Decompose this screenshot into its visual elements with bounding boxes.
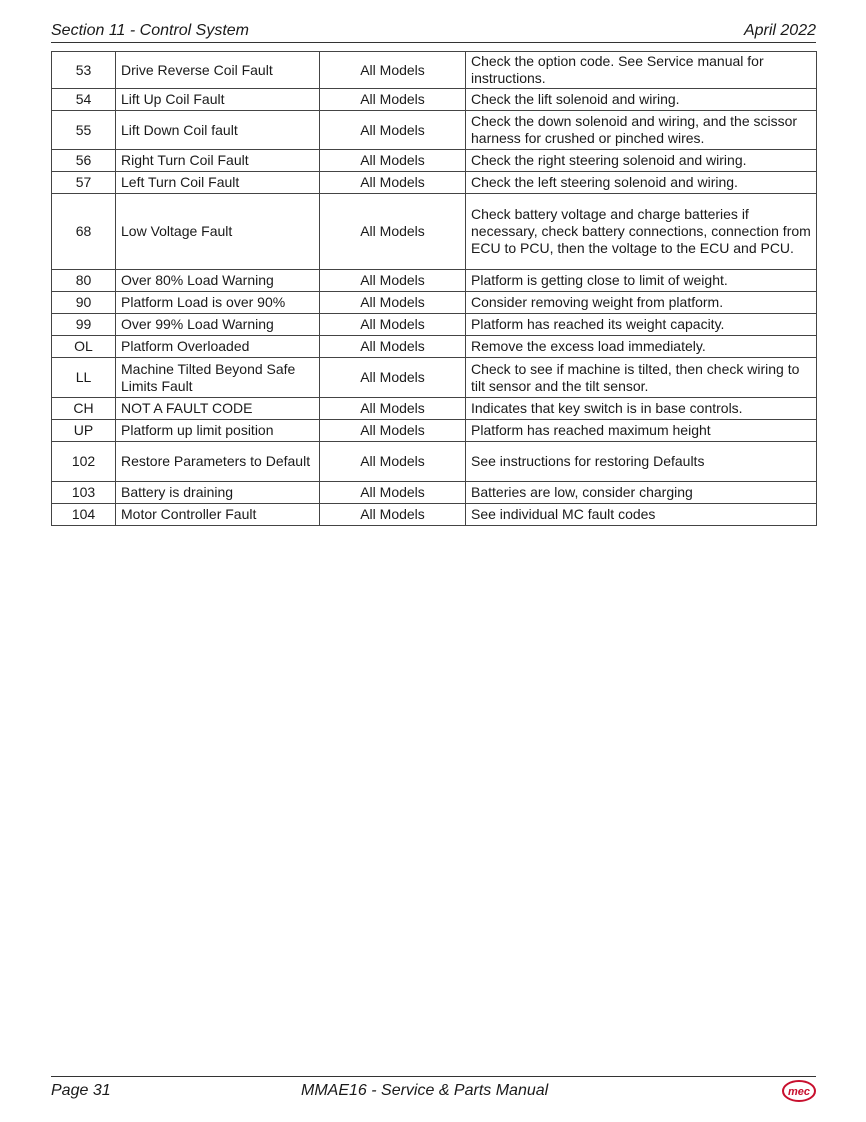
models-cell: All Models (320, 111, 466, 150)
fault-description-cell: Over 80% Load Warning (116, 270, 320, 292)
fault-code-cell: 68 (52, 194, 116, 270)
action-cell: Check battery voltage and charge batteries if necessary, check battery connections, connection from ECU to PCU, then the voltage to the ECU and PCU. (466, 194, 817, 270)
models-cell: All Models (320, 172, 466, 194)
action-cell: Remove the excess load immediately. (466, 336, 817, 358)
models-cell: All Models (320, 52, 466, 89)
table-row (52, 504, 817, 526)
table-row (52, 194, 817, 270)
section-title: Section 11 - Control System (51, 22, 250, 39)
action-cell: Check the lift solenoid and wiring. (466, 89, 817, 111)
fault-code-cell: 90 (52, 292, 116, 314)
fault-code-cell: 99 (52, 314, 116, 336)
fault-code-cell: LL (52, 358, 116, 398)
table-row (52, 314, 817, 336)
fault-description-cell: Left Turn Coil Fault (116, 172, 320, 194)
models-cell: All Models (320, 336, 466, 358)
manual-title: MMAE16 - Service & Parts Manual (301, 1082, 549, 1099)
fault-description-cell: Motor Controller Fault (116, 504, 320, 526)
fault-description-cell: NOT A FAULT CODE (116, 398, 320, 420)
fault-description-cell: Restore Parameters to Default (116, 442, 320, 482)
fault-description-cell: Low Voltage Fault (116, 194, 320, 270)
fault-code-table (51, 51, 817, 526)
models-cell: All Models (320, 314, 466, 336)
models-cell: All Models (320, 270, 466, 292)
mec-logo-icon (782, 1080, 816, 1102)
table-row (52, 398, 817, 420)
fault-description-cell: Lift Down Coil fault (116, 111, 320, 150)
table-row (52, 482, 817, 504)
fault-code-cell: 80 (52, 270, 116, 292)
table-row (52, 270, 817, 292)
page-header (51, 22, 816, 43)
action-cell: Check to see if machine is tilted, then check wiring to tilt sensor and the tilt sensor. (466, 358, 817, 398)
fault-description-cell: Platform up limit position (116, 420, 320, 442)
table-row (52, 292, 817, 314)
fault-code-cell: UP (52, 420, 116, 442)
fault-code-cell: OL (52, 336, 116, 358)
models-cell: All Models (320, 358, 466, 398)
fault-description-cell: Over 99% Load Warning (116, 314, 320, 336)
page-number: Page 31 (51, 1082, 111, 1099)
logo-text: mec (787, 1086, 811, 1098)
models-cell: All Models (320, 398, 466, 420)
models-cell: All Models (320, 150, 466, 172)
table-row (52, 442, 817, 482)
action-cell: Batteries are low, consider charging (466, 482, 817, 504)
action-cell: Platform has reached maximum height (466, 420, 817, 442)
models-cell: All Models (320, 292, 466, 314)
table-row (52, 172, 817, 194)
table-row (52, 420, 817, 442)
table-row (52, 358, 817, 398)
fault-description-cell: Lift Up Coil Fault (116, 89, 320, 111)
fault-code-cell: 103 (52, 482, 116, 504)
fault-code-cell: 56 (52, 150, 116, 172)
fault-description-cell: Drive Reverse Coil Fault (116, 52, 320, 89)
action-cell: Check the right steering solenoid and wiring. (466, 150, 817, 172)
action-cell: Platform has reached its weight capacity. (466, 314, 817, 336)
fault-description-cell: Machine Tilted Beyond Safe Limits Fault (116, 358, 320, 398)
models-cell: All Models (320, 504, 466, 526)
header-date: April 2022 (743, 22, 816, 39)
action-cell: Check the left steering solenoid and wiring. (466, 172, 817, 194)
fault-description-cell: Right Turn Coil Fault (116, 150, 320, 172)
fault-code-cell: CH (52, 398, 116, 420)
fault-code-cell: 53 (52, 52, 116, 89)
table-row (52, 336, 817, 358)
action-cell: Consider removing weight from platform. (466, 292, 817, 314)
page-footer (51, 1076, 816, 1105)
action-cell: Platform is getting close to limit of weight. (466, 270, 817, 292)
models-cell: All Models (320, 442, 466, 482)
fault-code-cell: 55 (52, 111, 116, 150)
table-row (52, 52, 817, 89)
action-cell: See individual MC fault codes (466, 504, 817, 526)
models-cell: All Models (320, 420, 466, 442)
action-cell: Indicates that key switch is in base controls. (466, 398, 817, 420)
table-row (52, 111, 817, 150)
models-cell: All Models (320, 89, 466, 111)
action-cell: Check the down solenoid and wiring, and the scissor harness for crushed or pinched wires. (466, 111, 817, 150)
table-row (52, 150, 817, 172)
fault-code-cell: 57 (52, 172, 116, 194)
fault-code-cell: 102 (52, 442, 116, 482)
fault-description-cell: Platform Load is over 90% (116, 292, 320, 314)
fault-code-cell: 104 (52, 504, 116, 526)
table-row (52, 89, 817, 111)
fault-description-cell: Battery is draining (116, 482, 320, 504)
action-cell: Check the option code. See Service manual for instructions. (466, 52, 817, 89)
action-cell: See instructions for restoring Defaults (466, 442, 817, 482)
fault-code-cell: 54 (52, 89, 116, 111)
models-cell: All Models (320, 194, 466, 270)
fault-description-cell: Platform Overloaded (116, 336, 320, 358)
fault-table-body (52, 52, 817, 526)
models-cell: All Models (320, 482, 466, 504)
